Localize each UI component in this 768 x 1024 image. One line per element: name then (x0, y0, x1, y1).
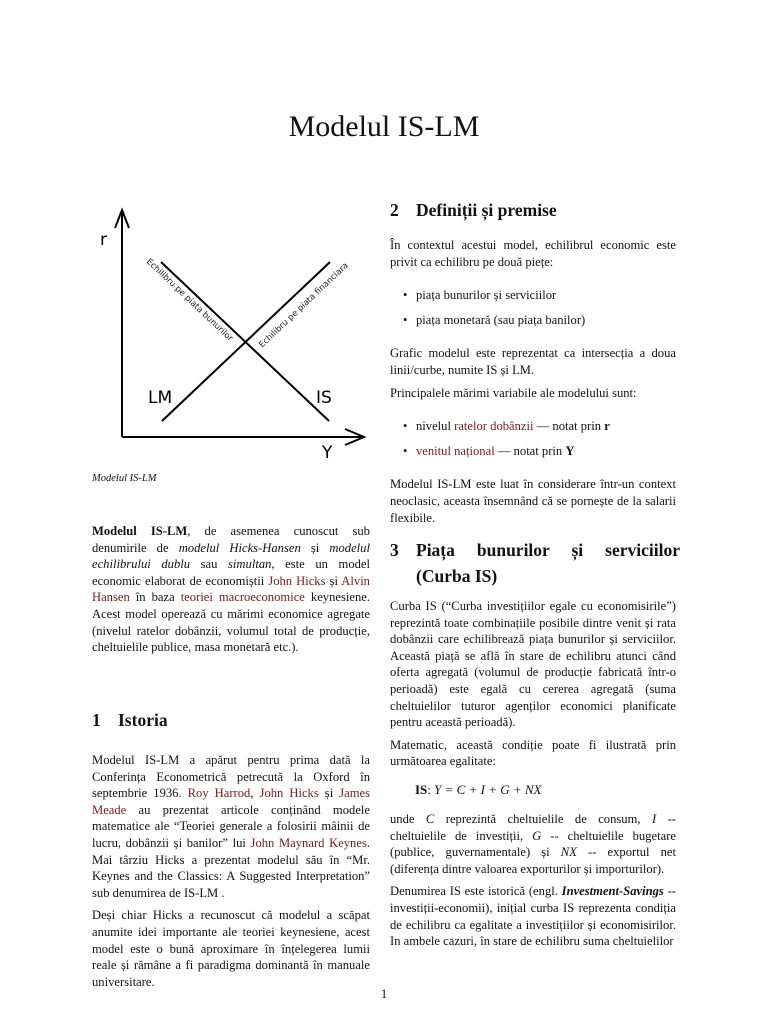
text-run: Y = C + I + G + NX (434, 782, 542, 797)
text-run: În contextul acestui model, echilibrul economic este privit ca echilibru pe două piețe: (390, 238, 676, 269)
text-run: Y (565, 443, 575, 458)
is-equation (415, 782, 542, 798)
text-run: Investment-Savings (561, 884, 664, 899)
section-1-body (92, 752, 370, 990)
section-3-heading (390, 537, 680, 589)
paragraph (390, 737, 676, 770)
paragraph (390, 811, 676, 877)
section-3-body (390, 598, 676, 770)
text-run: , de asemenea cunoscut sub denumirile de (92, 524, 370, 555)
text-run: — notat prin (533, 419, 605, 434)
x-axis-label: Y (322, 443, 333, 463)
text-run: Modelul IS-LM a apărut pentru prima dată la Conferința Econometrică petrecută la Oxford în septembrie 1936. (92, 753, 370, 801)
section-3-body-cont (390, 811, 676, 950)
list-item: • piața bunurilor și serviciilor (390, 287, 676, 304)
text-run: Curba IS (“Curba investițiilor egale cu economisirile”) reprezintă toate combinațiile posibile dintre venit și rata dobânzii care echilibrează piața bunurilor și serviciilor. Această piață se află în stare de echilibru atunci când oferta agregată (volumul de producție fabricată într-o perioadă) este egală cu cererea agregată (suma cheltuielilor tuturor agenților economici planificate pentru această perioadă). (390, 599, 676, 730)
text-run: C (425, 812, 435, 826)
text-run: Matematic, această condiție poate fi ilustrată prin următoarea egalitate: (390, 737, 676, 769)
figure-caption: Modelul IS-LM (92, 473, 157, 484)
text-run: -- cheltuielile de investiții, (390, 812, 676, 843)
text-run: modelul Hicks-Hansen (178, 540, 301, 555)
paragraph (390, 345, 676, 378)
paragraph (92, 752, 370, 901)
list-item (390, 443, 676, 460)
text-run: Deși chiar Hicks a recunoscut că modelul a scăpat anumite idei importante ale teoriei keynesiene, acest model este o bună aproximare în înțelegerea lumii reale și rămâne a fi paradigma dominantă în manuale universitare. (92, 908, 370, 989)
page-number: 1 (380, 987, 388, 1001)
text-run: modelul echilibrului dublu (92, 540, 370, 572)
section-title: Piața bunurilor și serviciilor (Curba IS) (416, 540, 680, 586)
is-label: IS (316, 388, 332, 408)
text-run: . Mai târziu Hicks a prezentat modelul său în “Mr. Keynes and the Classics: A Suggested Interpretation” sub denumirea de IS-LM . (92, 835, 370, 900)
text-run: I (651, 812, 657, 826)
paragraph (92, 907, 370, 990)
variables-list (390, 418, 676, 459)
section-number: 1 (92, 710, 101, 730)
text-run: r (604, 419, 610, 434)
list-item: • piața monetară (sau piața banilor) (390, 312, 676, 329)
text-run: și (318, 786, 340, 801)
text-run: unde (390, 812, 426, 826)
document-title: Modelul IS-LM (288, 110, 480, 143)
hyperlink[interactable]: Alvin Hansen (92, 573, 370, 605)
text-run: IS (415, 782, 428, 797)
hyperlink[interactable]: James Meade (92, 786, 371, 817)
text-run: -- exportul net (diferența dintre valoarea exporturilor și importurilor). (390, 845, 676, 876)
hyperlink[interactable]: John Maynard Keynes (250, 835, 367, 850)
text-run: keynesiene. Acest model operează cu mărimi economice agregate (nivelul ratelor dobânzii, volumul total de producție, cheltuielile publice, masa monetară etc.). (92, 590, 370, 655)
text-run: NX (560, 845, 577, 860)
intro-paragraph (92, 523, 370, 656)
lm-curve-text: Echilibru pe piata financiara (257, 260, 351, 351)
text-run: Denumirea IS este istorică (engl. (390, 884, 562, 899)
paragraph (390, 385, 676, 402)
markets-list (390, 287, 676, 328)
hyperlink[interactable]: John Hicks (268, 573, 326, 588)
section-1-heading (92, 707, 168, 733)
section-number: 2 (390, 200, 399, 220)
section-number: 3 (390, 540, 399, 560)
text-run: Modelul IS-LM este luat în considerare într-un context neoclasic, aceasta însemnând că se pornește de la salarii flexibile. (390, 477, 676, 525)
text-run: simultan (228, 557, 272, 572)
text-run: Grafic modelul este reprezentat ca intersecția a doua linii/curbe, numite IS și LM. (390, 346, 676, 377)
text-run: sau (190, 557, 229, 572)
text-run: , este un model economic elaborat de economiștii (92, 557, 370, 588)
text-run: : (427, 782, 435, 797)
hyperlink[interactable]: John Hicks (259, 786, 319, 801)
paragraph (390, 883, 676, 949)
text-run: -- cheltuielile bugetare (publice, guvernamentale) și (390, 828, 676, 860)
text-run: -- investiții-economii), inițial curba IS reprezenta condiția de echilibru ca egalitate a investițiilor și economisirilor. In ambele cazuri, în stare de echilibru suma cheltuielilor (390, 884, 676, 949)
paragraph (390, 598, 676, 731)
text-run: și (325, 573, 342, 588)
section-title: Istoria (118, 710, 168, 730)
text-run: — notat prin (494, 443, 566, 458)
is-lm-diagram (90, 200, 375, 465)
text-run: au prezentat articole conținând modele matematice ale “Teoriei generale a folosirii mâinii de lucru, dobânzii și banilor” lui (92, 802, 370, 850)
text-run: în baza (129, 590, 181, 605)
text-run: și (300, 540, 330, 555)
section-2-body (390, 237, 676, 526)
hyperlink[interactable]: venitul național (416, 443, 495, 458)
list-item (390, 418, 676, 435)
text-run: G (532, 828, 542, 843)
section-title: Definiții și premise (416, 200, 557, 220)
text-run: Modelul IS-LM (92, 524, 188, 538)
is-curve-text: Echilibru pe piata bunurilor (143, 256, 235, 344)
text-run: Principalele mărimi variabile ale modelului sunt: (390, 385, 637, 400)
y-axis-label: r (100, 230, 107, 250)
text-run: nivelul (416, 419, 455, 434)
hyperlink[interactable]: teoriei macroeconomice (180, 590, 305, 605)
hyperlink[interactable]: ratelor dobânzii (454, 419, 534, 434)
paragraph (390, 476, 676, 526)
text-run: reprezintă cheltuielile de consum, (434, 812, 652, 826)
section-2-heading (390, 197, 557, 223)
hyperlink[interactable]: Roy Harrod (187, 786, 251, 801)
text-run: , (250, 786, 260, 801)
paragraph (390, 237, 676, 270)
lm-label: LM (148, 388, 173, 408)
